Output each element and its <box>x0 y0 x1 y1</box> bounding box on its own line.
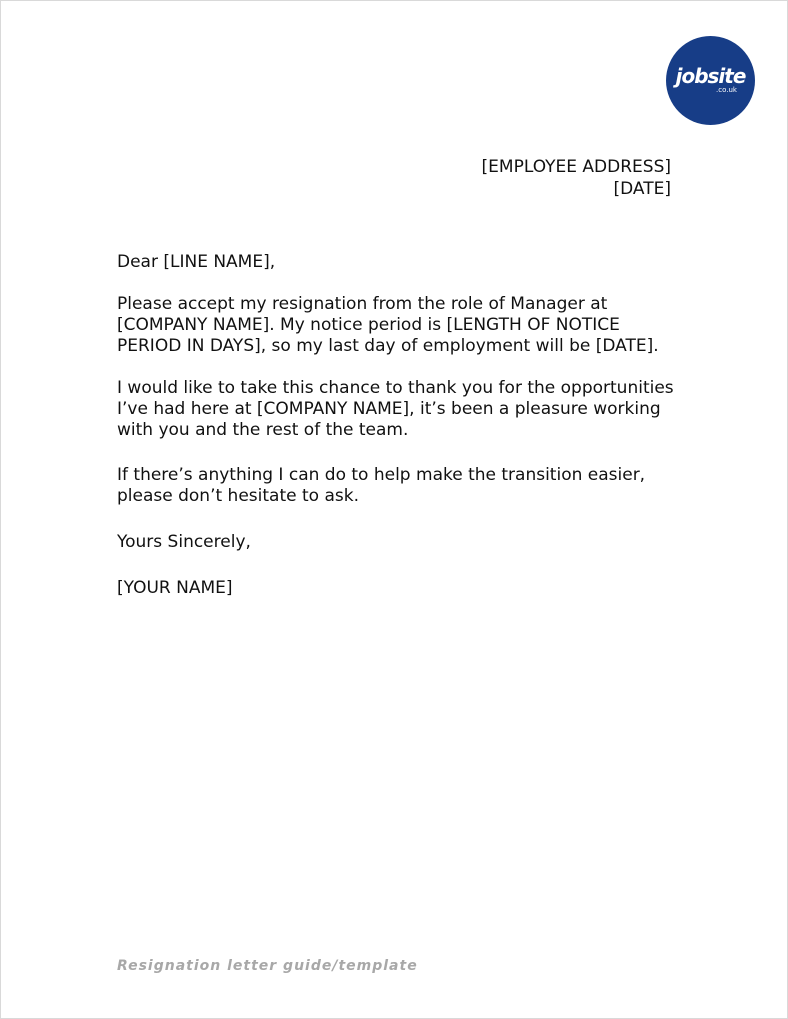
paragraph-thanks: I would like to take this chance to thank you for the opportunities I’ve had here at [COMPANY NAME], it’s been a pleasure working with you and the rest of the team. <box>117 378 674 440</box>
letter-date: [DATE] <box>613 179 671 199</box>
salutation: Dear [LINE NAME], <box>117 252 276 272</box>
footer-note: Resignation letter guide/template <box>117 958 418 974</box>
employee-address: [EMPLOYEE ADDRESS] <box>481 157 671 177</box>
sign-off: Yours Sincerely, <box>117 532 251 552</box>
paragraph-transition: If there’s anything I can do to help make the transition easier, please don’t hesitate to ask. <box>117 465 646 506</box>
address-block <box>482 156 671 200</box>
letter-body <box>117 252 677 599</box>
logo-brand-text: jobsite <box>675 64 746 88</box>
logo-domain-text: .co.uk <box>716 86 737 94</box>
jobsite-logo <box>666 36 755 125</box>
paragraph-resignation: Please accept my resignation from the role of Manager at [COMPANY NAME]. My notice period is [LENGTH OF NOTICE PERIOD IN DAYS], so my last day of employment will be [DATE]. <box>117 294 659 356</box>
signature-name: [YOUR NAME] <box>117 578 233 598</box>
